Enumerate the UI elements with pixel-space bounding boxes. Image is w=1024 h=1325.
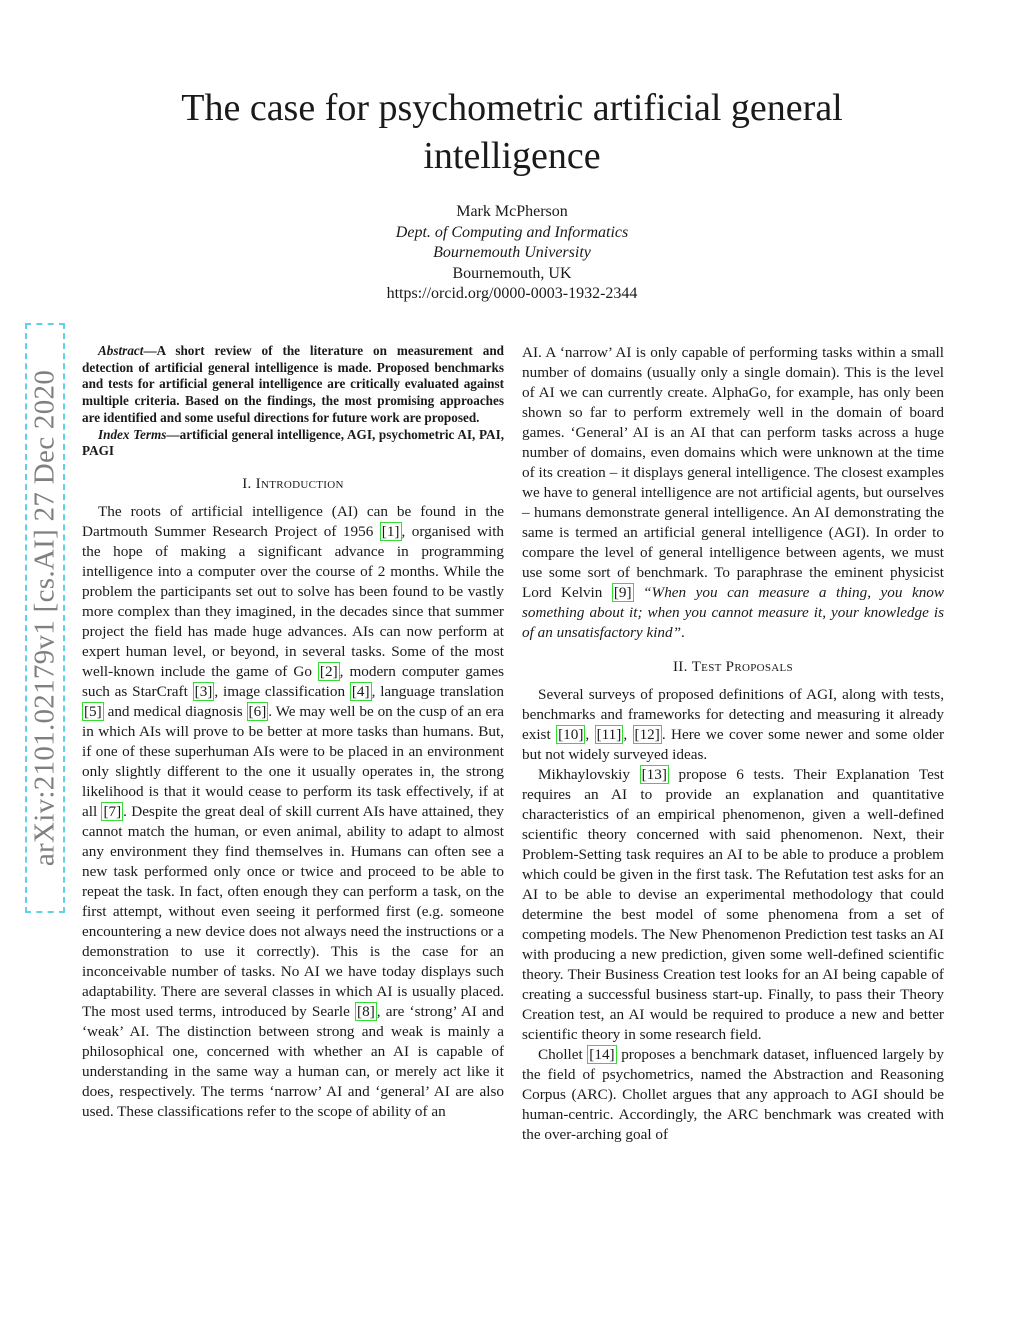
abstract-label: Abstract <box>98 343 144 358</box>
right-column <box>522 343 944 1145</box>
citation-link[interactable]: [11] <box>596 726 622 743</box>
index-terms-text: —artificial general intelligence, AGI, psychometric AI, PAI, PAGI <box>82 426 504 459</box>
citation-link[interactable]: [9] <box>613 584 632 601</box>
author-orcid[interactable]: https://orcid.org/0000-0003-1932-2344 <box>386 285 638 302</box>
section-heading-introduction: I. Introduction <box>242 475 344 492</box>
paper-title: The case for psychometric artificial general intelligence <box>181 87 843 177</box>
chollet-paragraph: Chollet [14] proposes a benchmark dataset, influenced largely by the field of psychometrics, named the Abstraction and Reasoning Corpus (ARC). Chollet argues that any approach to AGI should be human-centric. Accordingly, the ARC benchmark was created with the over-arching goal of <box>522 1046 944 1143</box>
citation-link[interactable]: [3] <box>194 682 213 700</box>
citation-link[interactable]: [6] <box>248 702 267 720</box>
section-heading-test-proposals: II. Test Proposals <box>673 659 793 675</box>
left-column <box>82 343 504 1122</box>
intro-continuation: AI. A ‘narrow’ AI is only capable of performing tasks within a small number of domains (usually only a single domain). This is the level of AI we can currently create. AlphaGo, for example, has only been shown so far to perform extremely well in the domain of board games. ‘General’ AI is an AI that can perform tasks across a huge number of domains, even domains which were unknown at the time of its creation – it displays general intelligence. The closest examples we have to general intelligence are not artificial agents, but ourselves – humans demonstrate general intelligence. An AI demonstrating the same is termed an artificial general intelligence (AGI). In order to compare the level of general intelligence between agents, we must use some sort of benchmark. To paraphrase the eminent physicist Lord Kelvin [9] “When you can measure a thing, you know something about it; when you cannot measure it, your knowledge is of an unsatisfactory kind”. <box>522 344 945 641</box>
intro-paragraph: The roots of artificial intelligence (AI) can be found in the Dartmouth Summer Research Project of 1956 [1] , organised with the hope of making a significant advance in programming intelligence into a computer over the course of 2 months. While the problem the participants set out to solve has been found to be vastly more complex than they imagined, in the decades since that summer project the field has made huge advances. AIs can now perform at expert human level, or beyond, in several tasks. Some of the most well-known include the game of Go [2] , modern computer games such as StarCraft [3] , image classification [4] , language translation [5] and medical diagnosis [6] . We may well be on the cusp of an era in which AIs will prove to be better at more tasks than humans. But, if one of these superhuman AIs were to be placed in an environment only slightly different to the one it usually operates in, the strong likelihood is that it would cease to perform its task effectively, if at all [7] . Despite the great deal of skill current AIs have attained, they cannot match the human, or even animal, ability to adapt to almost any environment they find themselves in. Humans can often see a new task performed only once or twice and proceed to be able to repeat the task. In fact, often enough they can perform a task, on the first attempt, without even seeing it performed first (e.g. someone encountering a new device does not always need the instructions or a demonstration to use it correctly). This is the case for an inconceivable number of tasks. No AI we have today displays such adaptability. There are several classes in which AI is usually placed. The most used terms, introduced by Searle [8] , are ‘strong’ AI and ‘weak’ AI. The distinction between strong and weak is mainly a philosophical one, concerned with whether an AI is capable of understanding in the same way a human can, or merely act like it does, respectively. The terms ‘narrow’ AI and ‘general’ AI are also used. These classifications refer to the scope of ability of an <box>82 502 505 1120</box>
citation-link[interactable]: [2] <box>319 662 338 680</box>
citation-link[interactable]: [8] <box>357 1002 375 1020</box>
citation-link[interactable]: [1] <box>381 522 400 540</box>
abstract-text: —A short review of the literature on measurement and detection of artificial general intelligence is made. Proposed benchmarks and tests for artificial general intelligence are critically evaluated against multiple criteria. Based on the findings, the most promising approaches are identified and some useful directions for future work are proposed. <box>82 343 504 425</box>
abstract <box>82 343 504 427</box>
mikhaylovskiy-paragraph: Mikhaylovskiy [13] propose 6 tests. Their Explanation Test requires an AI to provide an explanation and quantitative characteristics of an empirical phenomenon, given a well-defined scientific theory concerned with said phenomenon. Next, their Problem-Setting task requires an AI to be able to produce a problem which could be given in the first task. The Refutation test asks for an AI to be able to devise an experimental methodology that could determine the best model of some phenomena from a set of competing models. The New Phenomenon Prediction test tasks an AI with producing a new prediction, given some well-defined scientific theory. Their Business Creation test looks for an AI being capable of creating a successful business start-up. Finally, to pass their Theory Creation test, an AI would be required to produce a new and better scientific theory in some research field. <box>522 766 944 1043</box>
arxiv-stamp-text: arXiv:2101.02179v1 [cs.AI] 27 Dec 2020 <box>28 369 61 867</box>
author-dept: Dept. of Computing and Informatics <box>395 223 629 241</box>
citation-link[interactable]: [10] <box>558 726 584 743</box>
author-name: Mark McPherson <box>456 203 568 220</box>
author-university: Bournemouth University <box>433 244 591 261</box>
kelvin-quote: “When you can measure a thing, you know something about it; when you cannot measure it, your knowledge is of an unsatisfactory kind” <box>522 584 945 641</box>
arxiv-stamp[interactable] <box>25 323 65 913</box>
index-terms <box>82 427 504 460</box>
citation-link[interactable]: [4] <box>351 682 370 700</box>
author-location: Bournemouth, UK <box>452 264 572 282</box>
index-terms-label: Index Terms <box>98 426 167 442</box>
author-block <box>262 202 762 305</box>
citation-link[interactable]: [5] <box>84 702 102 720</box>
citation-link[interactable]: [13] <box>641 766 667 783</box>
citation-link[interactable]: [7] <box>103 802 122 820</box>
citation-link[interactable]: [12] <box>634 726 660 743</box>
surveys-paragraph: Several surveys of proposed definitions of AGI, along with tests, benchmarks and frameworks for detecting and measuring it already exist [10] , [11] , [12] . Here we cover some newer and some older but not widely surveyed ideas. <box>522 686 945 763</box>
citation-link[interactable]: [14] <box>589 1046 615 1063</box>
